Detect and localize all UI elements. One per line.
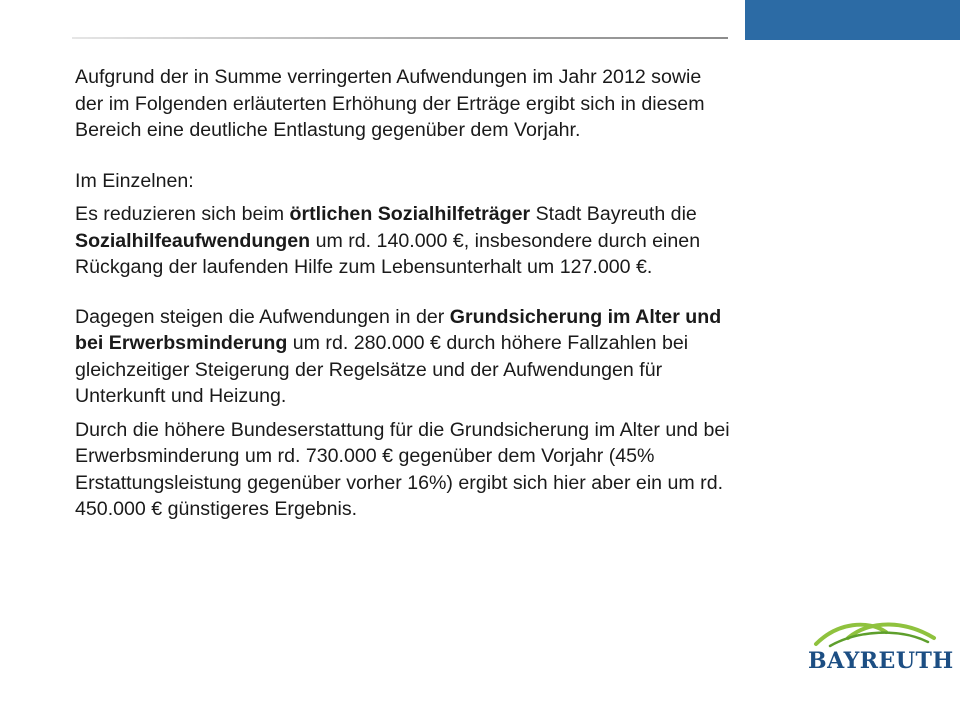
logo-wordmark: BAYREUTH — [808, 648, 954, 674]
text-run: Stadt Bayreuth die — [530, 203, 697, 225]
paragraph-sozialhilfe — [75, 201, 735, 281]
header-accent-bar — [745, 0, 960, 40]
slide-body — [75, 64, 735, 523]
bayreuth-logo — [808, 618, 954, 684]
paragraph-heading: Im Einzelnen: — [75, 169, 194, 192]
paragraph-grundsicherung — [75, 304, 735, 410]
paragraph-bundeserstattung: Durch die höhere Bundeserstattung für die Grundsicherung im Alter und bei Erwerbsminderung um rd. 730.000 € gegenüber dem Vorjahr (45% Erstattungsleistung gegenüber vorher 16%) ergibt sich hier aber ein um rd. 450.000 € günstigeres Ergebnis. — [75, 418, 730, 520]
text-run: Dagegen steigen die Aufwendungen in der — [75, 305, 450, 328]
bold-run: Sozialhilfeaufwendungen — [75, 229, 311, 252]
header-divider — [72, 37, 728, 39]
bold-run: Grundsicherung im Alter und bei Erwerbsminderung — [75, 305, 722, 354]
text-run: um rd. 140.000 €, insbesondere durch einen Rückgang der laufenden Hilfe zum Lebensunterhalt um 127.000 €. — [75, 229, 701, 278]
paragraph-intro: Aufgrund der in Summe verringerten Aufwendungen im Jahr 2012 sowie der im Folgenden erläuterten Erhöhung der Erträge ergibt sich in diesem Bereich eine deutliche Entlastung gegenüber dem Vorjahr. — [75, 66, 705, 141]
text-run: Es reduzieren sich beim — [75, 203, 290, 225]
bayreuth-hills-logo-icon — [808, 618, 940, 648]
text-run: um rd. 280.000 € durch höhere Fallzahlen bei gleichzeitiger Steigerung der Regelsätze und der Aufwendungen für Unterkunft und Heizung. — [75, 332, 689, 407]
bold-run: örtlichen Sozialhilfeträger — [289, 203, 531, 225]
